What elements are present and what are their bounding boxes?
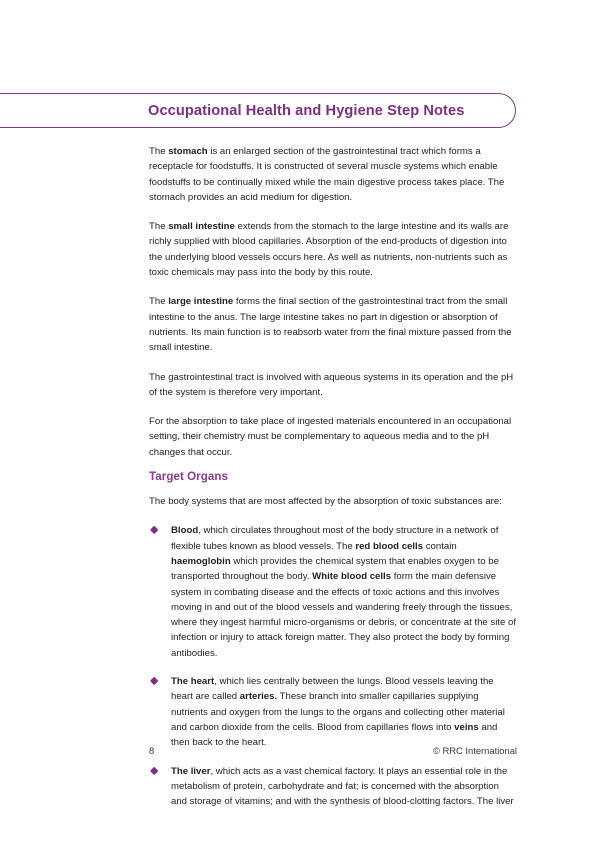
footer-copyright: © RRC International <box>432 745 517 756</box>
paragraph-list <box>149 144 517 460</box>
text-run: The <box>149 296 169 308</box>
diamond-bullet-icon <box>150 526 159 535</box>
page-footer <box>149 745 517 756</box>
body-paragraph <box>149 414 517 460</box>
emphasis-term: Blood <box>171 525 199 537</box>
text-run: which provides the chemical system that enables oxygen to be transported throughout the body. <box>171 555 499 583</box>
emphasis-term: stomach <box>168 146 208 157</box>
text-run: , which acts as a vast chemical factory. It plays an essential role in the metabolism of protein, carbohydrate and fat; is concerned with the absorption and storage of vitamins; and with the synthesis of blood-clotting factors. The liver <box>171 765 514 808</box>
emphasis-term: large intestine <box>168 296 234 308</box>
intro-paragraph <box>149 494 517 509</box>
text-run: For the absorption to take place of ingested materials encountered in an occupational setting, their chemistry must be complementary to aqueous media and to the pH changes that occur. <box>149 416 512 458</box>
text-run: is an enlarged section of the gastrointestinal tract which forms a receptacle for foodstuffs. It is constructed of several muscle systems which enable foodstuffs to be continually mixed while the main digestive process takes place. The stomach provides an acid medium for digestion. <box>149 146 505 203</box>
emphasis-term: veins <box>454 721 479 733</box>
emphasis-term: The liver <box>171 765 211 777</box>
text-run: extends from the stomach to the large intestine and its walls are richly supplied with blood capillaries. Absorption of the end-products of digestion into the underlying blood vessels occurs here. As well as nutrients, non-nutrients such as toxic chemicals may pass into the body by this route. <box>149 221 509 279</box>
target-organs-list <box>149 523 517 809</box>
text-run: , which lies centrally between the lungs. Blood vessels leaving the heart are called <box>171 676 494 703</box>
page-title: Occupational Health and Hygiene Step Notes <box>148 102 465 119</box>
list-item <box>149 523 517 661</box>
page-header-band <box>0 93 516 128</box>
text-run: The <box>149 146 169 157</box>
emphasis-term: arteries. <box>239 691 278 703</box>
text-run: form the main defensive system in combating disease and the effects of toxic actions and this involves moving in and out of the blood vessels and wandering freely through the tissues, where they ingest harmful micro-organisms or debris, or concentrate at the site of infection or injury to attack foreign matter. They also protect the body by forming antibodies. <box>171 571 516 659</box>
body-paragraph <box>149 370 517 401</box>
emphasis-term: haemoglobin <box>171 555 231 567</box>
text-run: These branch into smaller capillaries supplying nutrients and oxygen from the lungs to the organs and collecting other material and carbon dioxide from the cells. Blood from capillaries flows into <box>171 691 505 733</box>
text-run: forms the final section of the gastrointestinal tract from the small intestine to the anus. The large intestine takes no part in digestion or absorption of nutrients. Its main function is to reabsorb water from the final mixture passed from the small intestine. <box>149 296 512 354</box>
text-run: The body systems that are most affected by the absorption of toxic substances are: <box>149 496 502 508</box>
emphasis-term: White blood cells <box>312 571 392 583</box>
list-item <box>149 764 517 810</box>
diamond-bullet-icon <box>150 766 159 775</box>
text-run: and then back to the heart. <box>171 721 498 749</box>
list-item <box>149 674 517 750</box>
emphasis-term: small intestine <box>168 221 235 233</box>
document-content <box>149 144 517 809</box>
emphasis-term: The heart <box>171 676 215 688</box>
diamond-bullet-icon <box>150 677 159 686</box>
text-run: The <box>149 221 169 233</box>
section-heading-target-organs: Target Organs <box>149 470 229 484</box>
text-run: The gastrointestinal tract is involved with aqueous systems in its operation and the pH of the system is therefore very important. <box>149 371 514 398</box>
body-paragraph <box>149 144 517 205</box>
text-run: contain <box>423 540 457 552</box>
emphasis-term: red blood cells <box>355 540 424 552</box>
footer-page-number: 8 <box>149 745 155 756</box>
body-paragraph <box>149 294 517 355</box>
text-run: , which circulates throughout most of the body structure in a network of flexible tubes known as blood vessels. The <box>171 525 499 552</box>
body-paragraph <box>149 219 517 280</box>
